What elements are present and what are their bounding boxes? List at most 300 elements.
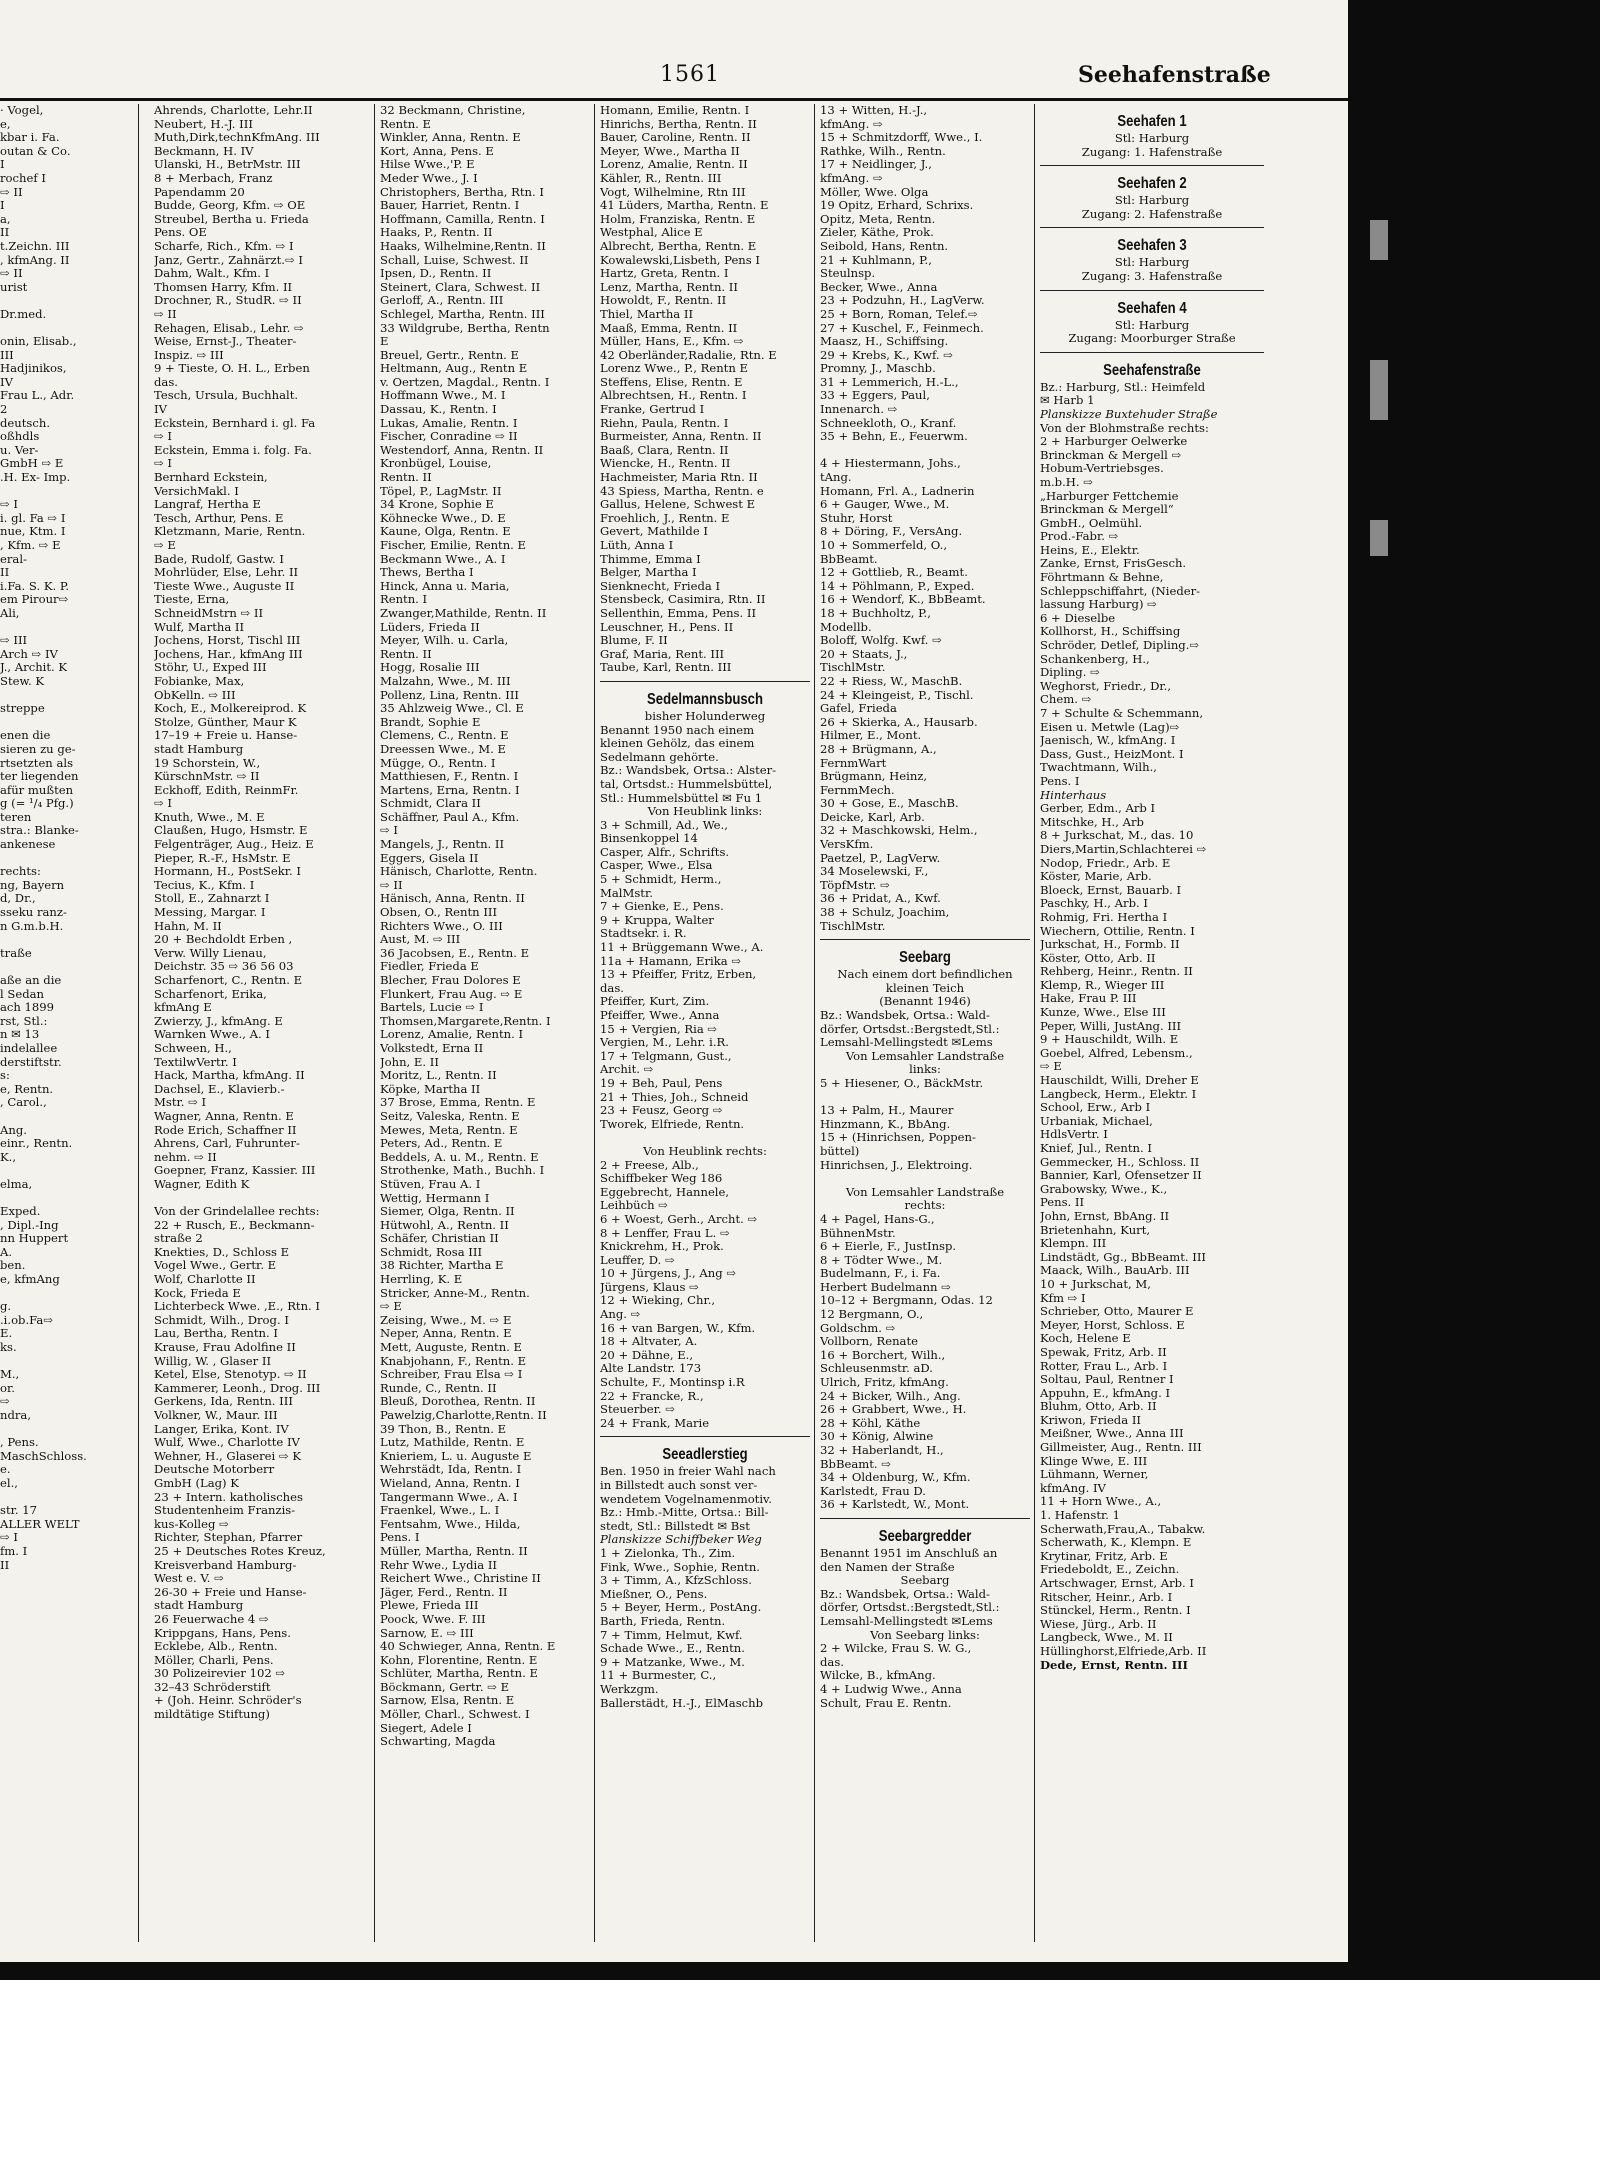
directory-line: KürschnMstr. ⇨ II <box>154 770 260 784</box>
directory-line: Warnken Wwe., A. I <box>154 1028 270 1042</box>
directory-line: str. 17 <box>0 1504 37 1518</box>
directory-line: Rentn. II <box>380 647 432 661</box>
directory-line: Schneekloth, O., Kranf. <box>820 416 957 430</box>
directory-line: Knief, Jul., Rentn. I <box>1040 1142 1152 1155</box>
directory-line: SchneidMstrn ⇨ II <box>154 606 264 620</box>
directory-line: Krytinar, Fritz, Arb. E <box>1040 1549 1168 1563</box>
directory-line: K., <box>0 1150 17 1164</box>
directory-line: Promny, J., Maschb. <box>820 362 936 376</box>
directory-line: Lemsahl-Mellingstedt ✉Lems <box>820 1614 993 1628</box>
directory-line <box>0 621 128 635</box>
directory-line: FernmWart <box>820 756 887 770</box>
directory-line: Kowalewski,Lisbeth, Pens I <box>600 253 760 267</box>
directory-line: Schult, Frau E. Rentn. <box>820 1696 952 1710</box>
directory-line: d, Dr., <box>0 892 36 906</box>
directory-line: „Harburger Fettchemie <box>1040 489 1179 503</box>
directory-line: 13 + Witten, H.-J., <box>820 104 928 117</box>
directory-line: Jochens, Horst, Tischl III <box>154 634 301 648</box>
directory-line <box>0 689 128 703</box>
directory-line: Karlstedt, Frau D. <box>820 1484 926 1498</box>
directory-line: Möller, Charli, Pens. <box>154 1653 274 1667</box>
directory-line: Aust, M. ⇨ III <box>380 933 461 947</box>
directory-line: Zwanger,Mathilde, Rentn. II <box>380 606 547 620</box>
directory-line <box>0 485 128 499</box>
directory-line: Zanke, Ernst, FrisGesch. <box>1040 557 1187 571</box>
directory-line: Fiedler, Frieda E <box>380 960 479 974</box>
directory-line: Binsenkoppel 14 <box>600 832 698 846</box>
directory-line: Gerkens, Ida, Rentn. III <box>154 1395 293 1409</box>
directory-line: 32 + Haberlandt, H., <box>820 1444 944 1457</box>
directory-line: Brinckman & Mergell“ <box>1040 503 1174 517</box>
directory-line: Hoffmann Wwe., M. I <box>380 389 506 403</box>
directory-line: , Pens. <box>0 1436 39 1450</box>
directory-line <box>0 1287 128 1301</box>
directory-line: Tworek, Elfriede, Rentn. <box>600 1117 745 1131</box>
directory-line: 33 Wildgrube, Bertha, Rentn <box>380 321 550 335</box>
directory-line: 24 + Kleingeist, P., Tischl. <box>820 688 974 702</box>
directory-line: ⇨ II <box>0 267 23 281</box>
directory-line: Böckmann, Gertr. ⇨ E <box>380 1680 510 1694</box>
directory-line: Muth,Dirk,technKfmAng. III <box>154 131 320 145</box>
directory-line: indelallee <box>0 1041 58 1055</box>
directory-line: Runde, C., Rentn. II <box>380 1381 497 1395</box>
directory-line: Gallus, Helene, Schwest E <box>600 498 756 512</box>
directory-line: 11a + Hamann, Erika ⇨ <box>600 954 742 968</box>
directory-line: 34 + Oldenburg, W., Kfm. <box>820 1471 971 1485</box>
directory-line: Gemmecker, H., Schloss. II <box>1040 1155 1200 1169</box>
directory-line: Dachsel, E., Klavierb.- <box>154 1082 285 1096</box>
directory-line: Maaß, Emma, Rentn. II <box>600 321 738 335</box>
directory-line: Wehrstädt, Ida, Rentn. I <box>380 1463 522 1477</box>
directory-line: Bartels, Lucie ⇨ I <box>380 1001 484 1015</box>
directory-line: 16 + van Bargen, W., Kfm. <box>600 1321 756 1335</box>
directory-line: ⇨ E <box>154 539 176 552</box>
directory-line: ⇨ I <box>0 1531 18 1545</box>
directory-line: Weise, Ernst-J., Theater- <box>154 335 297 349</box>
directory-line: Beckmann Wwe., A. I <box>380 552 506 566</box>
directory-line: 8 + Lenffer, Frau L. ⇨ <box>600 1226 730 1240</box>
directory-line: Paetzel, P., LagVerw. <box>820 851 941 865</box>
directory-line: g (= ¹/₄ Pfg.) <box>0 797 74 811</box>
directory-line: kfmAng. ⇨ <box>820 171 883 185</box>
directory-line: Töpel, P., LagMstr. II <box>380 484 502 498</box>
street-heading: Sedelmannsbusch <box>647 690 763 708</box>
directory-line: 12 + Gottlieb, R., Beamt. <box>820 566 968 580</box>
directory-line: Volkner, W., Maur. III <box>154 1409 278 1422</box>
directory-line: Jäger, Ferd., Rentn. II <box>380 1585 508 1599</box>
directory-line: Jürgens, Klaus ⇨ <box>600 1280 699 1294</box>
directory-line: Langer, Erika, Kont. IV <box>154 1422 289 1436</box>
directory-line: Von der Blohmstraße rechts: <box>1040 421 1209 435</box>
directory-line: Seibold, Hans, Rentn. <box>820 239 949 253</box>
directory-line: FernmMech. <box>820 783 895 797</box>
directory-line: 17–19 + Freie u. Hanse- <box>154 729 298 743</box>
directory-line: Schäffner, Paul A., Kfm. <box>380 810 520 824</box>
directory-line: Lindstädt, Gg., BbBeamt. III <box>1040 1250 1207 1264</box>
directory-line: Eckstein, Emma i. folg. Fa. <box>154 443 312 457</box>
directory-line: 8 + Jurkschat, M., das. 10 <box>1040 829 1194 843</box>
directory-line: Stadtsekr. i. R. <box>600 927 687 941</box>
directory-line: links: <box>909 1063 941 1077</box>
directory-line <box>0 1110 128 1124</box>
directory-line: dörfer, Ortsdst.:Bergstedt,Stl.: <box>820 1601 1000 1615</box>
directory-line: Bade, Rudolf, Gastw. I <box>154 552 284 566</box>
directory-line <box>0 1491 128 1505</box>
directory-line: kfmAng. ⇨ <box>820 117 883 131</box>
directory-line: Kronbügel, Louise, <box>380 457 492 471</box>
directory-line: Möller, Charl., Schwest. I <box>380 1708 530 1722</box>
directory-line: VersKfm. <box>820 838 874 852</box>
directory-line: den Namen der Straße <box>820 1560 955 1574</box>
directory-line: 32–43 Schröderstift <box>154 1680 271 1694</box>
directory-line: rechts: <box>0 865 41 879</box>
directory-line <box>0 716 128 730</box>
directory-line: Ahrens, Carl, Fuhrunter- <box>154 1137 300 1151</box>
directory-line: 34 Krone, Sophie E <box>380 498 494 512</box>
directory-line: 2 + Freese, Alb., <box>600 1158 699 1172</box>
directory-line: das. <box>820 1655 844 1669</box>
directory-line: Hinck, Anna u. Maria, <box>380 579 510 593</box>
directory-line: Hake, Frau P. III <box>1040 992 1137 1006</box>
directory-line: Ulanski, H., BetrMstr. III <box>154 158 301 172</box>
directory-line: 26 + Grabbert, Wwe., H. <box>820 1403 967 1417</box>
directory-line: Pawelzig,Charlotte,Rentn. II <box>380 1409 547 1422</box>
directory-line: Ang. ⇨ <box>600 1308 641 1322</box>
directory-line: Dr.med. <box>0 307 47 321</box>
directory-line: 12 Bergmann, O., <box>820 1308 924 1322</box>
directory-line: Pens. II <box>1040 1196 1085 1210</box>
directory-line: Hoffmann, Camilla, Rentn. I <box>380 212 545 226</box>
directory-line: einr., Rentn. <box>0 1137 73 1151</box>
directory-line: Casper, Wwe., Elsa <box>600 859 713 873</box>
directory-line: Scherwath,Frau,A., Tabakw. <box>1040 1522 1206 1536</box>
directory-line: Schlüter, Martha, Rentn. E <box>380 1667 538 1681</box>
directory-line: 19 + Beh, Paul, Pens <box>600 1076 723 1090</box>
directory-line: GmbH ⇨ E <box>0 457 64 471</box>
directory-line: Knuth, Wwe., M. E <box>154 810 265 824</box>
directory-line: Zugang: 1. Hafenstraße <box>1081 145 1223 159</box>
directory-line: Kollhorst, H., Schiffsing <box>1040 625 1181 639</box>
directory-line: 22 + Riess, W., MaschB. <box>820 674 963 688</box>
directory-line: Wagner, Anna, Rentn. E <box>154 1109 294 1123</box>
directory-line: nehm. ⇨ II <box>154 1150 217 1164</box>
directory-line: Von Heublink links: <box>647 805 763 819</box>
directory-line: Paschky, H., Arb. I <box>1040 897 1148 911</box>
directory-line <box>0 852 128 866</box>
directory-line: a, <box>0 212 11 226</box>
directory-line: Fobianke, Max, <box>154 674 245 688</box>
directory-line: Brandt, Sophie E <box>380 715 481 729</box>
directory-line: 6 + Gauger, Wwe., M. <box>820 498 950 512</box>
left-page-fragment <box>0 104 128 1572</box>
directory-line: Leuffer, D. ⇨ <box>600 1253 675 1267</box>
directory-line: Grabowsky, Wwe., K., <box>1040 1182 1168 1196</box>
directory-line: Rentn. I <box>380 593 428 607</box>
directory-line: Frau L., Adr. <box>0 389 75 403</box>
directory-line: Prod.-Fabr. ⇨ <box>1040 530 1119 544</box>
directory-line: Lorenz, Amalie, Rentn. I <box>380 1028 524 1042</box>
directory-line: Steuerber. ⇨ <box>600 1403 675 1417</box>
directory-line: GmbH., Oelmühl. <box>1040 516 1143 530</box>
directory-line: Langbeck, Wwe., M. II <box>1040 1631 1173 1645</box>
directory-line: Rehr Wwe., Lydia II <box>380 1558 497 1572</box>
directory-line: Stolze, Günther, Maur K <box>154 715 297 729</box>
directory-line: Rathke, Wilh., Rentn. <box>820 144 946 158</box>
directory-line: 4 + Pagel, Hans-G., <box>820 1212 935 1226</box>
directory-line: 1. Hafenstr. 1 <box>1040 1509 1121 1523</box>
directory-line: Koch, Helene E <box>1040 1332 1131 1346</box>
directory-line: ALLER WELT <box>0 1517 80 1531</box>
directory-line: Westendorf, Anna, Rentn. II <box>380 443 544 457</box>
directory-line: Ahrends, Charlotte, Lehr.II <box>154 104 313 117</box>
directory-line: ankenese <box>0 838 56 852</box>
directory-line <box>0 1423 128 1437</box>
directory-line: elma, <box>0 1177 33 1191</box>
directory-line: Burmeister, Anna, Rentn. II <box>600 430 762 444</box>
directory-line: 25 + Deutsches Rotes Kreuz, <box>154 1544 326 1558</box>
directory-line <box>0 1164 128 1178</box>
directory-line: Bz.: Wandsbek, Ortsa.: Wald- <box>820 1587 990 1601</box>
directory-line: Mügge, O., Rentn. I <box>380 756 496 770</box>
directory-line: Mstr. ⇨ I <box>154 1096 207 1110</box>
directory-line: 2 <box>0 403 8 417</box>
column-rule <box>594 104 595 1942</box>
directory-line: Tangermann Wwe., A. I <box>380 1490 518 1504</box>
column-2 <box>380 104 590 1749</box>
directory-line: stadt Hamburg <box>154 1599 244 1613</box>
directory-line: Sienknecht, Frieda I <box>600 579 721 593</box>
directory-line: Dass, Gust., HeizMont. I <box>1040 747 1184 761</box>
directory-line: Köster, Otto, Arb. II <box>1040 951 1156 965</box>
directory-line: ⇨ I <box>154 797 172 811</box>
directory-line: Schleusenmstr. aD. <box>820 1362 933 1376</box>
directory-line: Kunze, Wwe., Else III <box>1040 1006 1166 1020</box>
directory-line: Von Lemsahler Landstraße <box>845 1185 1005 1199</box>
directory-line: , kfmAng. II <box>0 253 70 267</box>
directory-line: Gerloff, A., Rentn. III <box>380 294 504 308</box>
directory-line: kfmAng E <box>154 1001 212 1015</box>
directory-line: 39 Thon, B., Rentn. E <box>380 1422 507 1436</box>
directory-line: Stew. K <box>0 674 45 688</box>
directory-line: MaschSchloss. <box>0 1449 87 1463</box>
directory-line: 31 + Lemmerich, H.-L., <box>820 375 959 389</box>
section-rule <box>1040 227 1264 228</box>
directory-line: 30 + König, Alwine <box>820 1430 934 1444</box>
directory-line: Drochner, R., StudR. ⇨ II <box>154 294 302 308</box>
street-heading: Seehafen 3 <box>1117 237 1187 255</box>
directory-line: Stl.: Hummelsbüttel ✉ Fu 1 <box>600 791 763 805</box>
directory-line: Stöhr, U., Exped III <box>154 661 267 675</box>
directory-line: 30 Polizeirevier 102 ⇨ <box>154 1667 286 1681</box>
directory-line: 19 Schorstein, W., <box>154 756 261 770</box>
directory-line: Bz.: Wandsbek, Ortsa.: Alster- <box>600 764 777 778</box>
directory-line: kus-Kolleg ⇨ <box>154 1517 229 1531</box>
directory-line: 16 + Borchert, Wilh., <box>820 1348 946 1362</box>
directory-line: Schreiber, Frau Elsa ⇨ I <box>380 1368 523 1382</box>
directory-line: Artschwager, Ernst, Arb. I <box>1040 1577 1194 1590</box>
directory-line: Breuel, Gertr., Rentn. E <box>380 348 519 362</box>
directory-line: .i.ob.Fa⇨ <box>0 1313 54 1327</box>
directory-line: Thomsen Harry, Kfm. II <box>154 280 293 294</box>
directory-line: , Kfm. ⇨ E <box>0 539 61 552</box>
directory-line: Modellb. <box>820 620 872 634</box>
directory-line: Graf, Maria, Rent. III <box>600 647 725 661</box>
directory-line: Kriwon, Frieda II <box>1040 1413 1141 1427</box>
directory-line: 11 + Burmester, C., <box>600 1669 717 1683</box>
directory-line: Siemer, Olga, Rentn. II <box>380 1205 515 1219</box>
directory-line: Stricker, Anne-M., Rentn. <box>380 1286 530 1300</box>
directory-line: Fischer, Conradine ⇨ II <box>380 430 518 444</box>
directory-line: 2 + Wilcke, Frau S. W. G., <box>820 1642 972 1656</box>
directory-line: Rentn. II <box>380 471 432 485</box>
directory-line: Pens. I <box>380 1531 420 1545</box>
directory-line: 22 + Rusch, E., Beckmann- <box>154 1218 315 1232</box>
directory-line: Neubert, H.-J. III <box>154 117 253 131</box>
directory-line: Von Heublink rechts: <box>643 1144 767 1158</box>
directory-line: 13 + Pfeiffer, Fritz, Erben, <box>600 968 757 982</box>
directory-line: 23 + Podzuhn, H., LagVerw. <box>820 294 985 308</box>
directory-line: IV <box>0 375 13 389</box>
directory-line: ⇨ II <box>154 307 177 321</box>
directory-line: 42 Oberländer,Radalie, Rtn. E <box>600 348 777 362</box>
directory-line <box>0 933 128 947</box>
directory-line: Köster, Marie, Arb. <box>1040 870 1152 884</box>
directory-line: Hänisch, Charlotte, Rentn. <box>380 865 538 879</box>
directory-line: Jochens, Har., kfmAng III <box>154 647 303 661</box>
directory-line: Blecher, Frau Dolores E <box>380 974 521 987</box>
directory-line: I <box>0 199 5 213</box>
directory-line: 28 + Köhl, Käthe <box>820 1416 921 1430</box>
directory-line: Wieland, Anna, Rentn. I <box>380 1476 520 1490</box>
directory-line: ⇨ II <box>380 878 403 892</box>
directory-line: 30 + Gose, E., MaschB. <box>820 797 959 811</box>
directory-line: Vogel Wwe., Gertr. E <box>154 1259 277 1273</box>
directory-line: Zugang: 2. Hafenstraße <box>1081 207 1223 221</box>
directory-line: Eggers, Gisela II <box>380 851 479 865</box>
directory-line: Krippgans, Hans, Pens. <box>154 1626 291 1640</box>
directory-line: Kfm ⇨ I <box>1040 1291 1086 1305</box>
directory-line: Hüllinghorst,Elfriede,Arb. II <box>1040 1644 1207 1658</box>
directory-line: Dassau, K., Rentn. I <box>380 403 497 417</box>
directory-line: 21 + Thies, Joh., Schneid <box>600 1090 749 1104</box>
directory-line: Lukas, Amalie, Rentn. I <box>380 416 518 430</box>
directory-line: 37 Brose, Emma, Rentn. E <box>380 1096 536 1110</box>
directory-line: Benannt 1951 im Anschluß an <box>820 1546 998 1560</box>
directory-line: John, E. II <box>380 1055 439 1069</box>
directory-line: Richter, Stephan, Pfarrer <box>154 1531 303 1545</box>
directory-line: in Billstedt auch sonst ver- <box>600 1479 758 1492</box>
section-rule <box>1040 352 1264 353</box>
directory-line: Archit. ⇨ <box>600 1063 654 1077</box>
directory-line: VersichMakl. I <box>154 484 239 498</box>
directory-line: das. <box>600 981 624 995</box>
directory-line: Sarnow, Elsa, Rentn. E <box>380 1694 515 1708</box>
directory-line: wendetem Vogelnamenmotiv. <box>600 1492 772 1506</box>
directory-line: Schween, H., <box>154 1041 232 1055</box>
directory-line: Thimme, Emma I <box>600 552 701 566</box>
directory-line: Winkler, Anna, Rentn. E <box>380 131 521 145</box>
directory-line: Brietenhahn, Kurt, <box>1040 1223 1151 1237</box>
directory-line: 6 + Eierle, F., JustInsp. <box>820 1240 957 1254</box>
directory-line: M., <box>0 1368 20 1382</box>
directory-line: Pfeiffer, Kurt, Zim. <box>600 995 710 1009</box>
directory-line: Gillmeister, Aug., Rentn. III <box>1040 1441 1202 1455</box>
directory-line: 29 + Krebs, K., Kwf. ⇨ <box>820 348 953 362</box>
directory-line: Schiffbeker Weg 186 <box>600 1172 723 1186</box>
directory-line: Westphal, Alice E <box>600 226 703 240</box>
directory-line: 9 + Matzanke, Wwe., M. <box>600 1655 745 1669</box>
directory-line: 20 + Staats, J., <box>820 647 908 661</box>
directory-line: ⇨ E <box>1040 1060 1062 1074</box>
directory-line: sseku ranz- <box>0 906 67 920</box>
section-rule <box>600 1436 810 1437</box>
directory-line: lassung Harburg) ⇨ <box>1040 598 1157 612</box>
directory-line: 11 + Horn Wwe., A., <box>1040 1495 1162 1509</box>
directory-line: 43 Spiess, Martha, Rentn. e <box>600 484 764 498</box>
directory-line: Hinzmann, K., BbAng. <box>820 1117 951 1131</box>
directory-line: Kort, Anna, Pens. E <box>380 144 494 158</box>
directory-line: Tieste, Erna, <box>154 593 230 607</box>
directory-line: Maasz, H., Schiffsing. <box>820 335 949 349</box>
directory-line: Wehner, H., Glaserei ⇨ K <box>154 1449 301 1463</box>
directory-line: Janz, Gertr., Zahnärzt.⇨ I <box>154 253 303 267</box>
directory-line: Christophers, Bertha, Rtn. I <box>380 185 544 199</box>
street-heading: Seebarg <box>899 949 951 967</box>
directory-line: 21 + Kuhlmann, P., <box>820 253 932 267</box>
directory-line: ⇨ I <box>154 457 172 471</box>
directory-line: Studentenheim Franzis- <box>154 1504 296 1518</box>
directory-line: s: <box>0 1069 10 1083</box>
directory-line: 18 + Altvater, A. <box>600 1335 698 1349</box>
directory-line: Stoll, E., Zahnarzt I <box>154 892 270 906</box>
street-heading: Seehafen 4 <box>1117 299 1187 317</box>
directory-line: 1 + Zielonka, Th., Zim. <box>600 1546 736 1560</box>
directory-line: Knabjohann, F., Rentn. E <box>380 1354 527 1368</box>
directory-line: Inspiz. ⇨ III <box>154 348 224 362</box>
directory-line: Obsen, O., Rentn III <box>380 906 498 920</box>
directory-line: Sedelmann gehörte. <box>600 750 719 764</box>
directory-line: Weghorst, Friedr., Dr., <box>1040 679 1172 693</box>
directory-line: Zeising, Wwe., M. ⇨ E <box>380 1313 512 1327</box>
street-heading: Seehafen 1 <box>1117 113 1187 130</box>
directory-line: Rode Erich, Schaffner II <box>154 1123 297 1137</box>
directory-line: Langbeck, Herm., Elektr. I <box>1040 1087 1197 1101</box>
section-rule <box>820 939 1030 940</box>
directory-line: Baaß, Clara, Rentn. II <box>600 443 729 457</box>
directory-line: outan & Co. <box>0 144 71 158</box>
directory-line: Lenz, Martha, Rentn. II <box>600 280 738 294</box>
directory-line: Budelmann, F., i. Fa. <box>820 1267 941 1281</box>
directory-line: Schlegel, Martha, Rentn. III <box>380 307 545 321</box>
directory-line: l Sedan <box>0 987 44 1001</box>
directory-line: Hobum-Vertriebsges. <box>1040 462 1164 476</box>
street-heading: Seehafen 2 <box>1117 175 1187 193</box>
directory-line: ⇨ I <box>0 498 18 512</box>
directory-line: Zwierzy, J., kfmAng. E <box>154 1014 283 1028</box>
directory-line: 7 + Gienke, E., Pens. <box>600 900 724 914</box>
directory-line: Planskizze Schiffbeker Weg <box>600 1533 762 1547</box>
directory-line: Friedeboldt, E., Zeichn. <box>1040 1563 1180 1577</box>
directory-line: 18 + Buchholtz, P., <box>820 606 931 620</box>
directory-line: Zugang: Moorburger Straße <box>1068 332 1236 346</box>
directory-line: 22 + Francke, R., <box>600 1389 704 1403</box>
directory-line: Jurkschat, H., Formb. II <box>1040 938 1180 952</box>
directory-line: Knekties, D., Schloss E <box>154 1245 290 1259</box>
directory-line: Riehn, Paula, Rentn. I <box>600 416 729 430</box>
directory-line: Scherwath, K., Klempn. E <box>1040 1536 1192 1550</box>
directory-line: Lorenz, Amalie, Rentn. II <box>600 158 748 172</box>
directory-line: ✉ Harb 1 <box>1040 394 1095 408</box>
